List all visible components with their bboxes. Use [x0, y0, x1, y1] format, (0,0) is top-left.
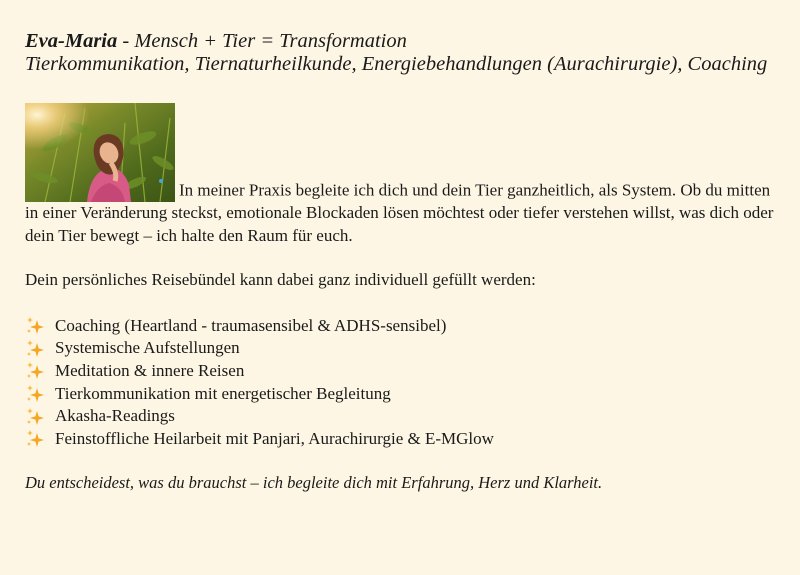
sparkles-icon — [25, 429, 47, 449]
sparkles-icon — [25, 339, 47, 359]
list-item — [25, 360, 775, 383]
sparkles-icon — [25, 316, 47, 336]
list-item — [25, 315, 775, 338]
intro-paragraph — [25, 103, 775, 247]
offer-label: Akasha-Readings — [55, 406, 175, 426]
closing-text: Du entscheidest, was du brauchst – ich begleite dich mit Erfahrung, Herz und Klarheit. — [25, 472, 603, 492]
intro-text: In meiner Praxis begleite ich dich und dein Tier ganzheitlich, als System. Ob du mitten in einer Veränderung steckst, emotionale Blockaden lösen möchtest oder tiefer verstehen willst, was dich oder dein Tier bewegt – ich halte den Raum für euch. — [25, 180, 774, 245]
list-item — [25, 383, 775, 406]
tagline: - Mensch + Tier = Transformation — [117, 30, 407, 52]
list-item — [25, 405, 775, 428]
offer-label: Tierkommunikation mit energetischer Begleitung — [55, 383, 391, 403]
author-name: Eva-Maria — [25, 30, 118, 52]
page-header — [25, 30, 775, 76]
offer-label: Meditation & innere Reisen — [55, 360, 245, 380]
list-item — [25, 428, 775, 451]
sparkles-icon — [25, 384, 47, 404]
sparkles-icon — [25, 361, 47, 381]
page-content — [25, 30, 775, 510]
offer-label: Feinstoffliche Heilarbeit mit Panjari, Aurachirurgie & E-MGlow — [55, 429, 494, 449]
offer-label: Coaching (Heartland - traumasensibel & ADHS-sensibel) — [55, 315, 447, 335]
services-subtitle: Tierkommunikation, Tiernaturheilkunde, Energiebehandlungen (Aurachirurgie), Coaching — [25, 53, 768, 75]
reise-text: Dein persönliches Reisebündel kann dabei ganz individuell gefüllt werden: — [25, 270, 536, 289]
portrait-photo — [25, 103, 175, 202]
offer-list — [25, 315, 775, 451]
sparkles-icon — [25, 407, 47, 427]
list-item — [25, 337, 775, 360]
offer-label: Systemische Aufstellungen — [55, 338, 240, 358]
